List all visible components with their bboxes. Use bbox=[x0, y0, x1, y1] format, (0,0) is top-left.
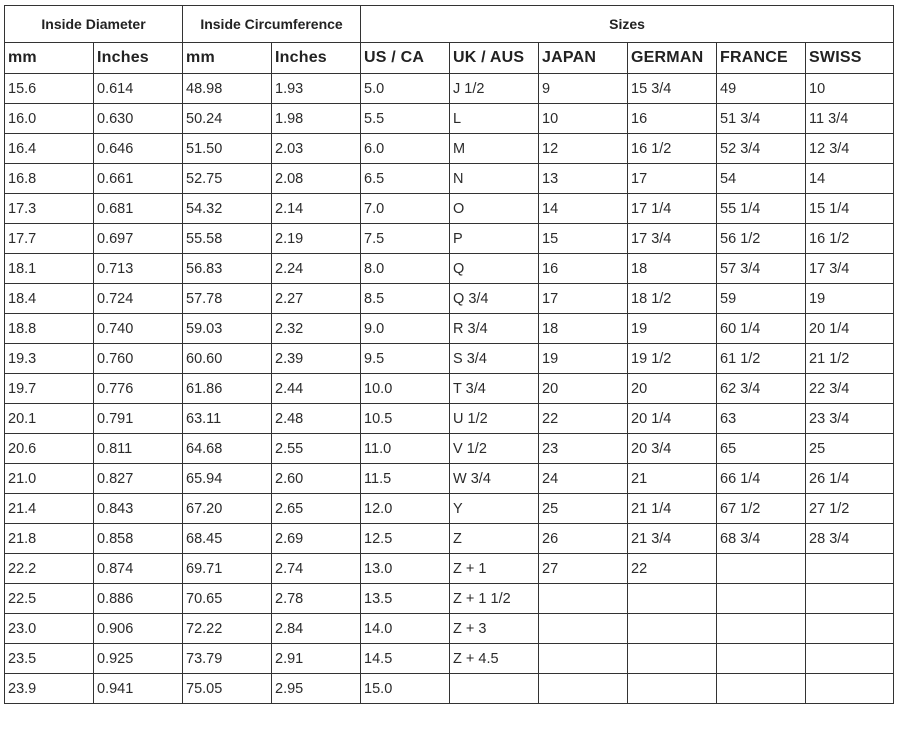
cell-us-ca: 7.5 bbox=[361, 224, 450, 254]
cell-diameter-inches: 0.886 bbox=[94, 584, 183, 614]
cell-swiss: 20 1/4 bbox=[806, 314, 894, 344]
cell-diameter-mm: 22.5 bbox=[5, 584, 94, 614]
cell-swiss: 14 bbox=[806, 164, 894, 194]
cell-france bbox=[717, 644, 806, 674]
table-row bbox=[5, 434, 894, 464]
cell-diameter-inches: 0.661 bbox=[94, 164, 183, 194]
cell-swiss bbox=[806, 584, 894, 614]
cell-uk-aus: Y bbox=[450, 494, 539, 524]
table-row bbox=[5, 134, 894, 164]
cell-circumference-inches: 2.27 bbox=[272, 284, 361, 314]
cell-uk-aus: T 3/4 bbox=[450, 374, 539, 404]
cell-uk-aus: V 1/2 bbox=[450, 434, 539, 464]
cell-japan: 16 bbox=[539, 254, 628, 284]
cell-circumference-mm: 67.20 bbox=[183, 494, 272, 524]
cell-circumference-inches: 2.19 bbox=[272, 224, 361, 254]
cell-german bbox=[628, 614, 717, 644]
cell-japan: 23 bbox=[539, 434, 628, 464]
cell-uk-aus: Z + 1 bbox=[450, 554, 539, 584]
cell-japan: 9 bbox=[539, 74, 628, 104]
cell-circumference-mm: 57.78 bbox=[183, 284, 272, 314]
cell-circumference-inches: 2.84 bbox=[272, 614, 361, 644]
cell-uk-aus: L bbox=[450, 104, 539, 134]
cell-swiss: 28 3/4 bbox=[806, 524, 894, 554]
cell-us-ca: 6.5 bbox=[361, 164, 450, 194]
cell-uk-aus: S 3/4 bbox=[450, 344, 539, 374]
table-row bbox=[5, 554, 894, 584]
cell-uk-aus: Q 3/4 bbox=[450, 284, 539, 314]
table-row bbox=[5, 464, 894, 494]
cell-circumference-inches: 2.91 bbox=[272, 644, 361, 674]
cell-japan bbox=[539, 674, 628, 704]
cell-swiss: 15 1/4 bbox=[806, 194, 894, 224]
table-row bbox=[5, 524, 894, 554]
cell-diameter-mm: 22.2 bbox=[5, 554, 94, 584]
cell-japan bbox=[539, 614, 628, 644]
table-body bbox=[5, 74, 894, 704]
ring-size-chart bbox=[4, 5, 894, 704]
cell-diameter-inches: 0.776 bbox=[94, 374, 183, 404]
cell-diameter-mm: 18.1 bbox=[5, 254, 94, 284]
cell-circumference-mm: 59.03 bbox=[183, 314, 272, 344]
cell-france: 51 3/4 bbox=[717, 104, 806, 134]
table-row bbox=[5, 344, 894, 374]
cell-swiss: 27 1/2 bbox=[806, 494, 894, 524]
group-header-inside-diameter: Inside Diameter bbox=[5, 6, 183, 43]
cell-swiss: 19 bbox=[806, 284, 894, 314]
table-header bbox=[5, 6, 894, 74]
cell-uk-aus: Q bbox=[450, 254, 539, 284]
cell-german: 18 bbox=[628, 254, 717, 284]
cell-japan: 17 bbox=[539, 284, 628, 314]
cell-circumference-inches: 2.65 bbox=[272, 494, 361, 524]
cell-circumference-mm: 51.50 bbox=[183, 134, 272, 164]
cell-diameter-inches: 0.713 bbox=[94, 254, 183, 284]
cell-diameter-inches: 0.843 bbox=[94, 494, 183, 524]
cell-diameter-mm: 21.8 bbox=[5, 524, 94, 554]
cell-japan: 27 bbox=[539, 554, 628, 584]
cell-diameter-inches: 0.614 bbox=[94, 74, 183, 104]
cell-france: 66 1/4 bbox=[717, 464, 806, 494]
cell-uk-aus: J 1/2 bbox=[450, 74, 539, 104]
cell-circumference-mm: 54.32 bbox=[183, 194, 272, 224]
cell-diameter-inches: 0.646 bbox=[94, 134, 183, 164]
cell-diameter-inches: 0.760 bbox=[94, 344, 183, 374]
column-header-uk-aus: UK / AUS bbox=[450, 43, 539, 74]
cell-diameter-inches: 0.681 bbox=[94, 194, 183, 224]
cell-swiss: 21 1/2 bbox=[806, 344, 894, 374]
cell-circumference-inches: 2.03 bbox=[272, 134, 361, 164]
cell-circumference-mm: 69.71 bbox=[183, 554, 272, 584]
cell-swiss: 25 bbox=[806, 434, 894, 464]
table-row bbox=[5, 164, 894, 194]
cell-france: 56 1/2 bbox=[717, 224, 806, 254]
cell-circumference-inches: 2.44 bbox=[272, 374, 361, 404]
column-header-diameter-mm: mm bbox=[5, 43, 94, 74]
cell-circumference-inches: 2.14 bbox=[272, 194, 361, 224]
cell-diameter-inches: 0.941 bbox=[94, 674, 183, 704]
cell-swiss: 22 3/4 bbox=[806, 374, 894, 404]
cell-us-ca: 13.5 bbox=[361, 584, 450, 614]
cell-swiss: 17 3/4 bbox=[806, 254, 894, 284]
cell-japan: 10 bbox=[539, 104, 628, 134]
cell-france: 62 3/4 bbox=[717, 374, 806, 404]
cell-swiss: 16 1/2 bbox=[806, 224, 894, 254]
cell-circumference-inches: 1.98 bbox=[272, 104, 361, 134]
cell-uk-aus: N bbox=[450, 164, 539, 194]
ring-size-table bbox=[4, 5, 894, 704]
cell-diameter-mm: 15.6 bbox=[5, 74, 94, 104]
cell-circumference-inches: 2.95 bbox=[272, 674, 361, 704]
cell-france: 63 bbox=[717, 404, 806, 434]
cell-uk-aus: U 1/2 bbox=[450, 404, 539, 434]
table-row bbox=[5, 584, 894, 614]
cell-diameter-mm: 23.5 bbox=[5, 644, 94, 674]
cell-swiss: 12 3/4 bbox=[806, 134, 894, 164]
cell-us-ca: 11.0 bbox=[361, 434, 450, 464]
cell-france: 55 1/4 bbox=[717, 194, 806, 224]
cell-circumference-inches: 2.48 bbox=[272, 404, 361, 434]
cell-japan bbox=[539, 644, 628, 674]
cell-us-ca: 11.5 bbox=[361, 464, 450, 494]
cell-german: 21 3/4 bbox=[628, 524, 717, 554]
cell-diameter-mm: 20.6 bbox=[5, 434, 94, 464]
cell-circumference-mm: 65.94 bbox=[183, 464, 272, 494]
cell-france: 60 1/4 bbox=[717, 314, 806, 344]
cell-swiss: 23 3/4 bbox=[806, 404, 894, 434]
cell-france bbox=[717, 674, 806, 704]
cell-us-ca: 14.5 bbox=[361, 644, 450, 674]
cell-us-ca: 5.5 bbox=[361, 104, 450, 134]
cell-german: 16 bbox=[628, 104, 717, 134]
cell-circumference-mm: 50.24 bbox=[183, 104, 272, 134]
cell-circumference-mm: 73.79 bbox=[183, 644, 272, 674]
group-header-inside-circumference: Inside Circumference bbox=[183, 6, 361, 43]
cell-us-ca: 9.0 bbox=[361, 314, 450, 344]
table-row bbox=[5, 614, 894, 644]
cell-circumference-mm: 68.45 bbox=[183, 524, 272, 554]
cell-german bbox=[628, 644, 717, 674]
cell-diameter-mm: 16.4 bbox=[5, 134, 94, 164]
cell-diameter-mm: 16.8 bbox=[5, 164, 94, 194]
cell-diameter-inches: 0.874 bbox=[94, 554, 183, 584]
cell-diameter-inches: 0.791 bbox=[94, 404, 183, 434]
group-header-sizes: Sizes bbox=[361, 6, 894, 43]
cell-japan bbox=[539, 584, 628, 614]
cell-circumference-inches: 2.08 bbox=[272, 164, 361, 194]
cell-uk-aus: R 3/4 bbox=[450, 314, 539, 344]
cell-diameter-mm: 18.8 bbox=[5, 314, 94, 344]
cell-diameter-mm: 18.4 bbox=[5, 284, 94, 314]
cell-uk-aus: O bbox=[450, 194, 539, 224]
cell-japan: 13 bbox=[539, 164, 628, 194]
cell-us-ca: 10.5 bbox=[361, 404, 450, 434]
cell-france bbox=[717, 584, 806, 614]
cell-japan: 25 bbox=[539, 494, 628, 524]
column-header-france: FRANCE bbox=[717, 43, 806, 74]
cell-circumference-inches: 2.74 bbox=[272, 554, 361, 584]
cell-japan: 22 bbox=[539, 404, 628, 434]
cell-france: 68 3/4 bbox=[717, 524, 806, 554]
cell-uk-aus: Z + 4.5 bbox=[450, 644, 539, 674]
cell-us-ca: 14.0 bbox=[361, 614, 450, 644]
cell-france: 49 bbox=[717, 74, 806, 104]
cell-france: 67 1/2 bbox=[717, 494, 806, 524]
cell-japan: 26 bbox=[539, 524, 628, 554]
cell-us-ca: 5.0 bbox=[361, 74, 450, 104]
cell-german: 15 3/4 bbox=[628, 74, 717, 104]
cell-us-ca: 8.0 bbox=[361, 254, 450, 284]
cell-us-ca: 9.5 bbox=[361, 344, 450, 374]
column-header-japan: JAPAN bbox=[539, 43, 628, 74]
table-row bbox=[5, 644, 894, 674]
cell-diameter-inches: 0.925 bbox=[94, 644, 183, 674]
table-row bbox=[5, 494, 894, 524]
cell-france: 59 bbox=[717, 284, 806, 314]
cell-german: 17 3/4 bbox=[628, 224, 717, 254]
cell-diameter-mm: 16.0 bbox=[5, 104, 94, 134]
cell-german: 21 1/4 bbox=[628, 494, 717, 524]
cell-france: 52 3/4 bbox=[717, 134, 806, 164]
cell-swiss bbox=[806, 674, 894, 704]
cell-diameter-mm: 17.7 bbox=[5, 224, 94, 254]
cell-circumference-inches: 2.24 bbox=[272, 254, 361, 284]
cell-japan: 15 bbox=[539, 224, 628, 254]
cell-circumference-mm: 63.11 bbox=[183, 404, 272, 434]
cell-japan: 24 bbox=[539, 464, 628, 494]
cell-german bbox=[628, 674, 717, 704]
cell-circumference-inches: 2.55 bbox=[272, 434, 361, 464]
cell-circumference-inches: 2.60 bbox=[272, 464, 361, 494]
cell-diameter-inches: 0.811 bbox=[94, 434, 183, 464]
cell-swiss: 10 bbox=[806, 74, 894, 104]
cell-japan: 12 bbox=[539, 134, 628, 164]
cell-circumference-inches: 2.32 bbox=[272, 314, 361, 344]
cell-circumference-inches: 2.39 bbox=[272, 344, 361, 374]
cell-uk-aus bbox=[450, 674, 539, 704]
cell-circumference-mm: 64.68 bbox=[183, 434, 272, 464]
cell-japan: 19 bbox=[539, 344, 628, 374]
cell-diameter-mm: 19.3 bbox=[5, 344, 94, 374]
cell-circumference-mm: 75.05 bbox=[183, 674, 272, 704]
table-row bbox=[5, 104, 894, 134]
table-row bbox=[5, 254, 894, 284]
column-header-swiss: SWISS bbox=[806, 43, 894, 74]
cell-circumference-mm: 61.86 bbox=[183, 374, 272, 404]
cell-diameter-mm: 21.4 bbox=[5, 494, 94, 524]
cell-circumference-mm: 72.22 bbox=[183, 614, 272, 644]
cell-diameter-mm: 21.0 bbox=[5, 464, 94, 494]
cell-circumference-inches: 2.69 bbox=[272, 524, 361, 554]
cell-diameter-inches: 0.858 bbox=[94, 524, 183, 554]
cell-diameter-inches: 0.740 bbox=[94, 314, 183, 344]
table-row bbox=[5, 224, 894, 254]
cell-german: 17 1/4 bbox=[628, 194, 717, 224]
cell-german: 19 bbox=[628, 314, 717, 344]
cell-france: 54 bbox=[717, 164, 806, 194]
cell-circumference-mm: 48.98 bbox=[183, 74, 272, 104]
cell-circumference-mm: 60.60 bbox=[183, 344, 272, 374]
cell-us-ca: 6.0 bbox=[361, 134, 450, 164]
cell-circumference-inches: 2.78 bbox=[272, 584, 361, 614]
column-header-circumference-mm: mm bbox=[183, 43, 272, 74]
cell-german: 22 bbox=[628, 554, 717, 584]
cell-diameter-mm: 23.9 bbox=[5, 674, 94, 704]
cell-france: 61 1/2 bbox=[717, 344, 806, 374]
cell-uk-aus: Z + 1 1/2 bbox=[450, 584, 539, 614]
cell-diameter-mm: 20.1 bbox=[5, 404, 94, 434]
cell-diameter-mm: 23.0 bbox=[5, 614, 94, 644]
column-header-circumference-inches: Inches bbox=[272, 43, 361, 74]
cell-us-ca: 15.0 bbox=[361, 674, 450, 704]
cell-uk-aus: W 3/4 bbox=[450, 464, 539, 494]
table-row bbox=[5, 314, 894, 344]
cell-circumference-mm: 55.58 bbox=[183, 224, 272, 254]
column-header-diameter-inches: Inches bbox=[94, 43, 183, 74]
cell-us-ca: 13.0 bbox=[361, 554, 450, 584]
cell-diameter-inches: 0.906 bbox=[94, 614, 183, 644]
cell-us-ca: 12.0 bbox=[361, 494, 450, 524]
column-header-german: GERMAN bbox=[628, 43, 717, 74]
table-row bbox=[5, 374, 894, 404]
cell-german: 20 bbox=[628, 374, 717, 404]
group-header-row bbox=[5, 6, 894, 43]
cell-german: 20 1/4 bbox=[628, 404, 717, 434]
cell-circumference-mm: 70.65 bbox=[183, 584, 272, 614]
cell-uk-aus: M bbox=[450, 134, 539, 164]
cell-swiss bbox=[806, 644, 894, 674]
cell-german: 16 1/2 bbox=[628, 134, 717, 164]
cell-circumference-mm: 56.83 bbox=[183, 254, 272, 284]
cell-diameter-mm: 19.7 bbox=[5, 374, 94, 404]
cell-german: 18 1/2 bbox=[628, 284, 717, 314]
cell-us-ca: 10.0 bbox=[361, 374, 450, 404]
cell-german: 21 bbox=[628, 464, 717, 494]
cell-france: 65 bbox=[717, 434, 806, 464]
table-row bbox=[5, 674, 894, 704]
cell-japan: 14 bbox=[539, 194, 628, 224]
cell-swiss bbox=[806, 614, 894, 644]
cell-swiss: 26 1/4 bbox=[806, 464, 894, 494]
column-header-us-ca: US / CA bbox=[361, 43, 450, 74]
cell-circumference-inches: 1.93 bbox=[272, 74, 361, 104]
cell-us-ca: 7.0 bbox=[361, 194, 450, 224]
cell-german: 17 bbox=[628, 164, 717, 194]
cell-swiss: 11 3/4 bbox=[806, 104, 894, 134]
cell-france bbox=[717, 614, 806, 644]
table-row bbox=[5, 74, 894, 104]
cell-circumference-mm: 52.75 bbox=[183, 164, 272, 194]
cell-diameter-inches: 0.724 bbox=[94, 284, 183, 314]
cell-diameter-inches: 0.697 bbox=[94, 224, 183, 254]
cell-france: 57 3/4 bbox=[717, 254, 806, 284]
cell-german: 19 1/2 bbox=[628, 344, 717, 374]
cell-us-ca: 12.5 bbox=[361, 524, 450, 554]
cell-german bbox=[628, 584, 717, 614]
cell-france bbox=[717, 554, 806, 584]
cell-uk-aus: Z bbox=[450, 524, 539, 554]
table-row bbox=[5, 404, 894, 434]
cell-uk-aus: P bbox=[450, 224, 539, 254]
table-row bbox=[5, 194, 894, 224]
column-header-row bbox=[5, 43, 894, 74]
cell-uk-aus: Z + 3 bbox=[450, 614, 539, 644]
cell-us-ca: 8.5 bbox=[361, 284, 450, 314]
cell-swiss bbox=[806, 554, 894, 584]
cell-diameter-mm: 17.3 bbox=[5, 194, 94, 224]
cell-japan: 20 bbox=[539, 374, 628, 404]
cell-diameter-inches: 0.630 bbox=[94, 104, 183, 134]
cell-diameter-inches: 0.827 bbox=[94, 464, 183, 494]
table-row bbox=[5, 284, 894, 314]
cell-japan: 18 bbox=[539, 314, 628, 344]
cell-german: 20 3/4 bbox=[628, 434, 717, 464]
